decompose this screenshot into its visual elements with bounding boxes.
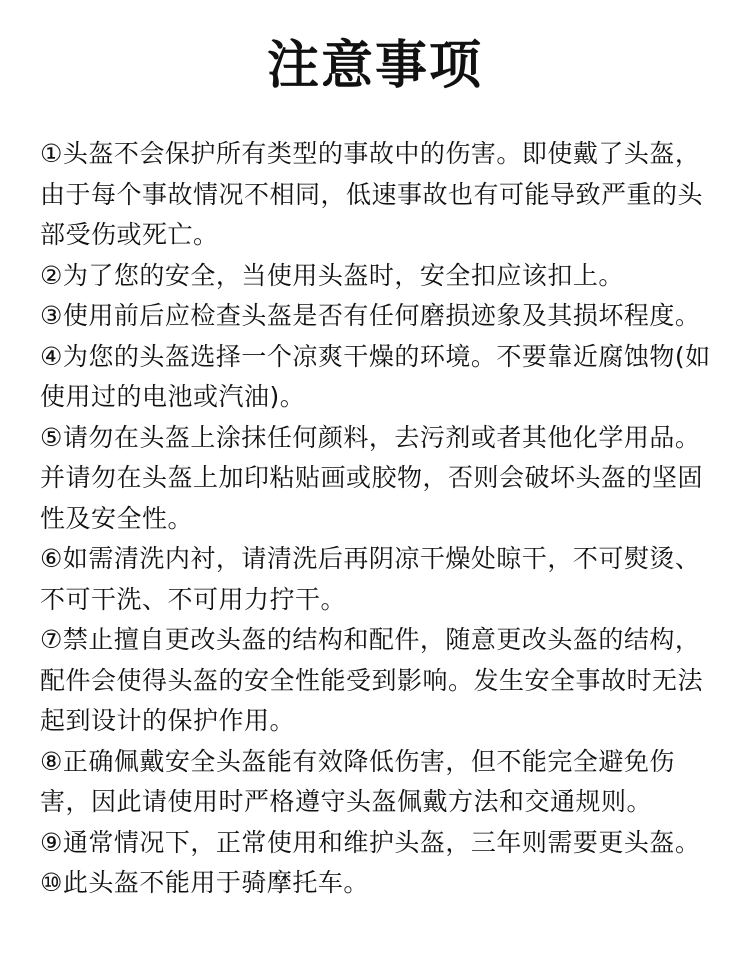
- note-item-8: ⑧正确佩戴安全头盔能有效降低伤害，但不能完全避免伤 害，因此请使用时严格遵守头盔佩戴方法和交通规则。: [40, 746, 675, 816]
- note-item-9: ⑨通常情况下，正常使用和维护头盔，三年则需要更头盔。: [40, 827, 701, 857]
- page-title: 注意事项: [266, 36, 483, 96]
- note-item-6: ⑥如需清洗内衬，请清洗后再阴凉干燥处晾干，不可熨烫、 不可干洗、不可用力拧干。: [40, 544, 701, 614]
- note-item-10: ⑩此头盔不能用于骑摩托车。: [40, 868, 369, 897]
- note-item-3: ③使用前后应检查头盔是否有任何磨损迹象及其损坏程度。: [40, 301, 701, 330]
- note-item-1: ①头盔不会保护所有类型的事故中的伤害。即使戴了头盔， 由于每个事故情况不相同，低速事故也有可能导致严重的头 部受伤或死亡。: [40, 139, 704, 249]
- note-item-7: ⑦禁止擅自更改头盔的结构和配件，随意更改头盔的结构， 配件会使得头盔的安全性能受到影响。发生安全事故时无法 起到设计的保护作用。: [40, 625, 704, 735]
- note-item-5: ⑤请勿在头盔上涂抹任何颜料，去污剂或者其他化学用品。 并请勿在头盔上加印粘贴画或胶物，否则会破坏头盔的坚固 性及安全性。: [40, 422, 704, 533]
- note-item-2: ②为了您的安全，当使用头盔时，安全扣应该扣上。: [40, 260, 624, 290]
- note-item-4: ④为您的头盔选择一个凉爽干燥的环境。不要靠近腐蚀物(如 使用过的电池或汽油)。: [40, 341, 711, 411]
- notes-list: [40, 134, 720, 904]
